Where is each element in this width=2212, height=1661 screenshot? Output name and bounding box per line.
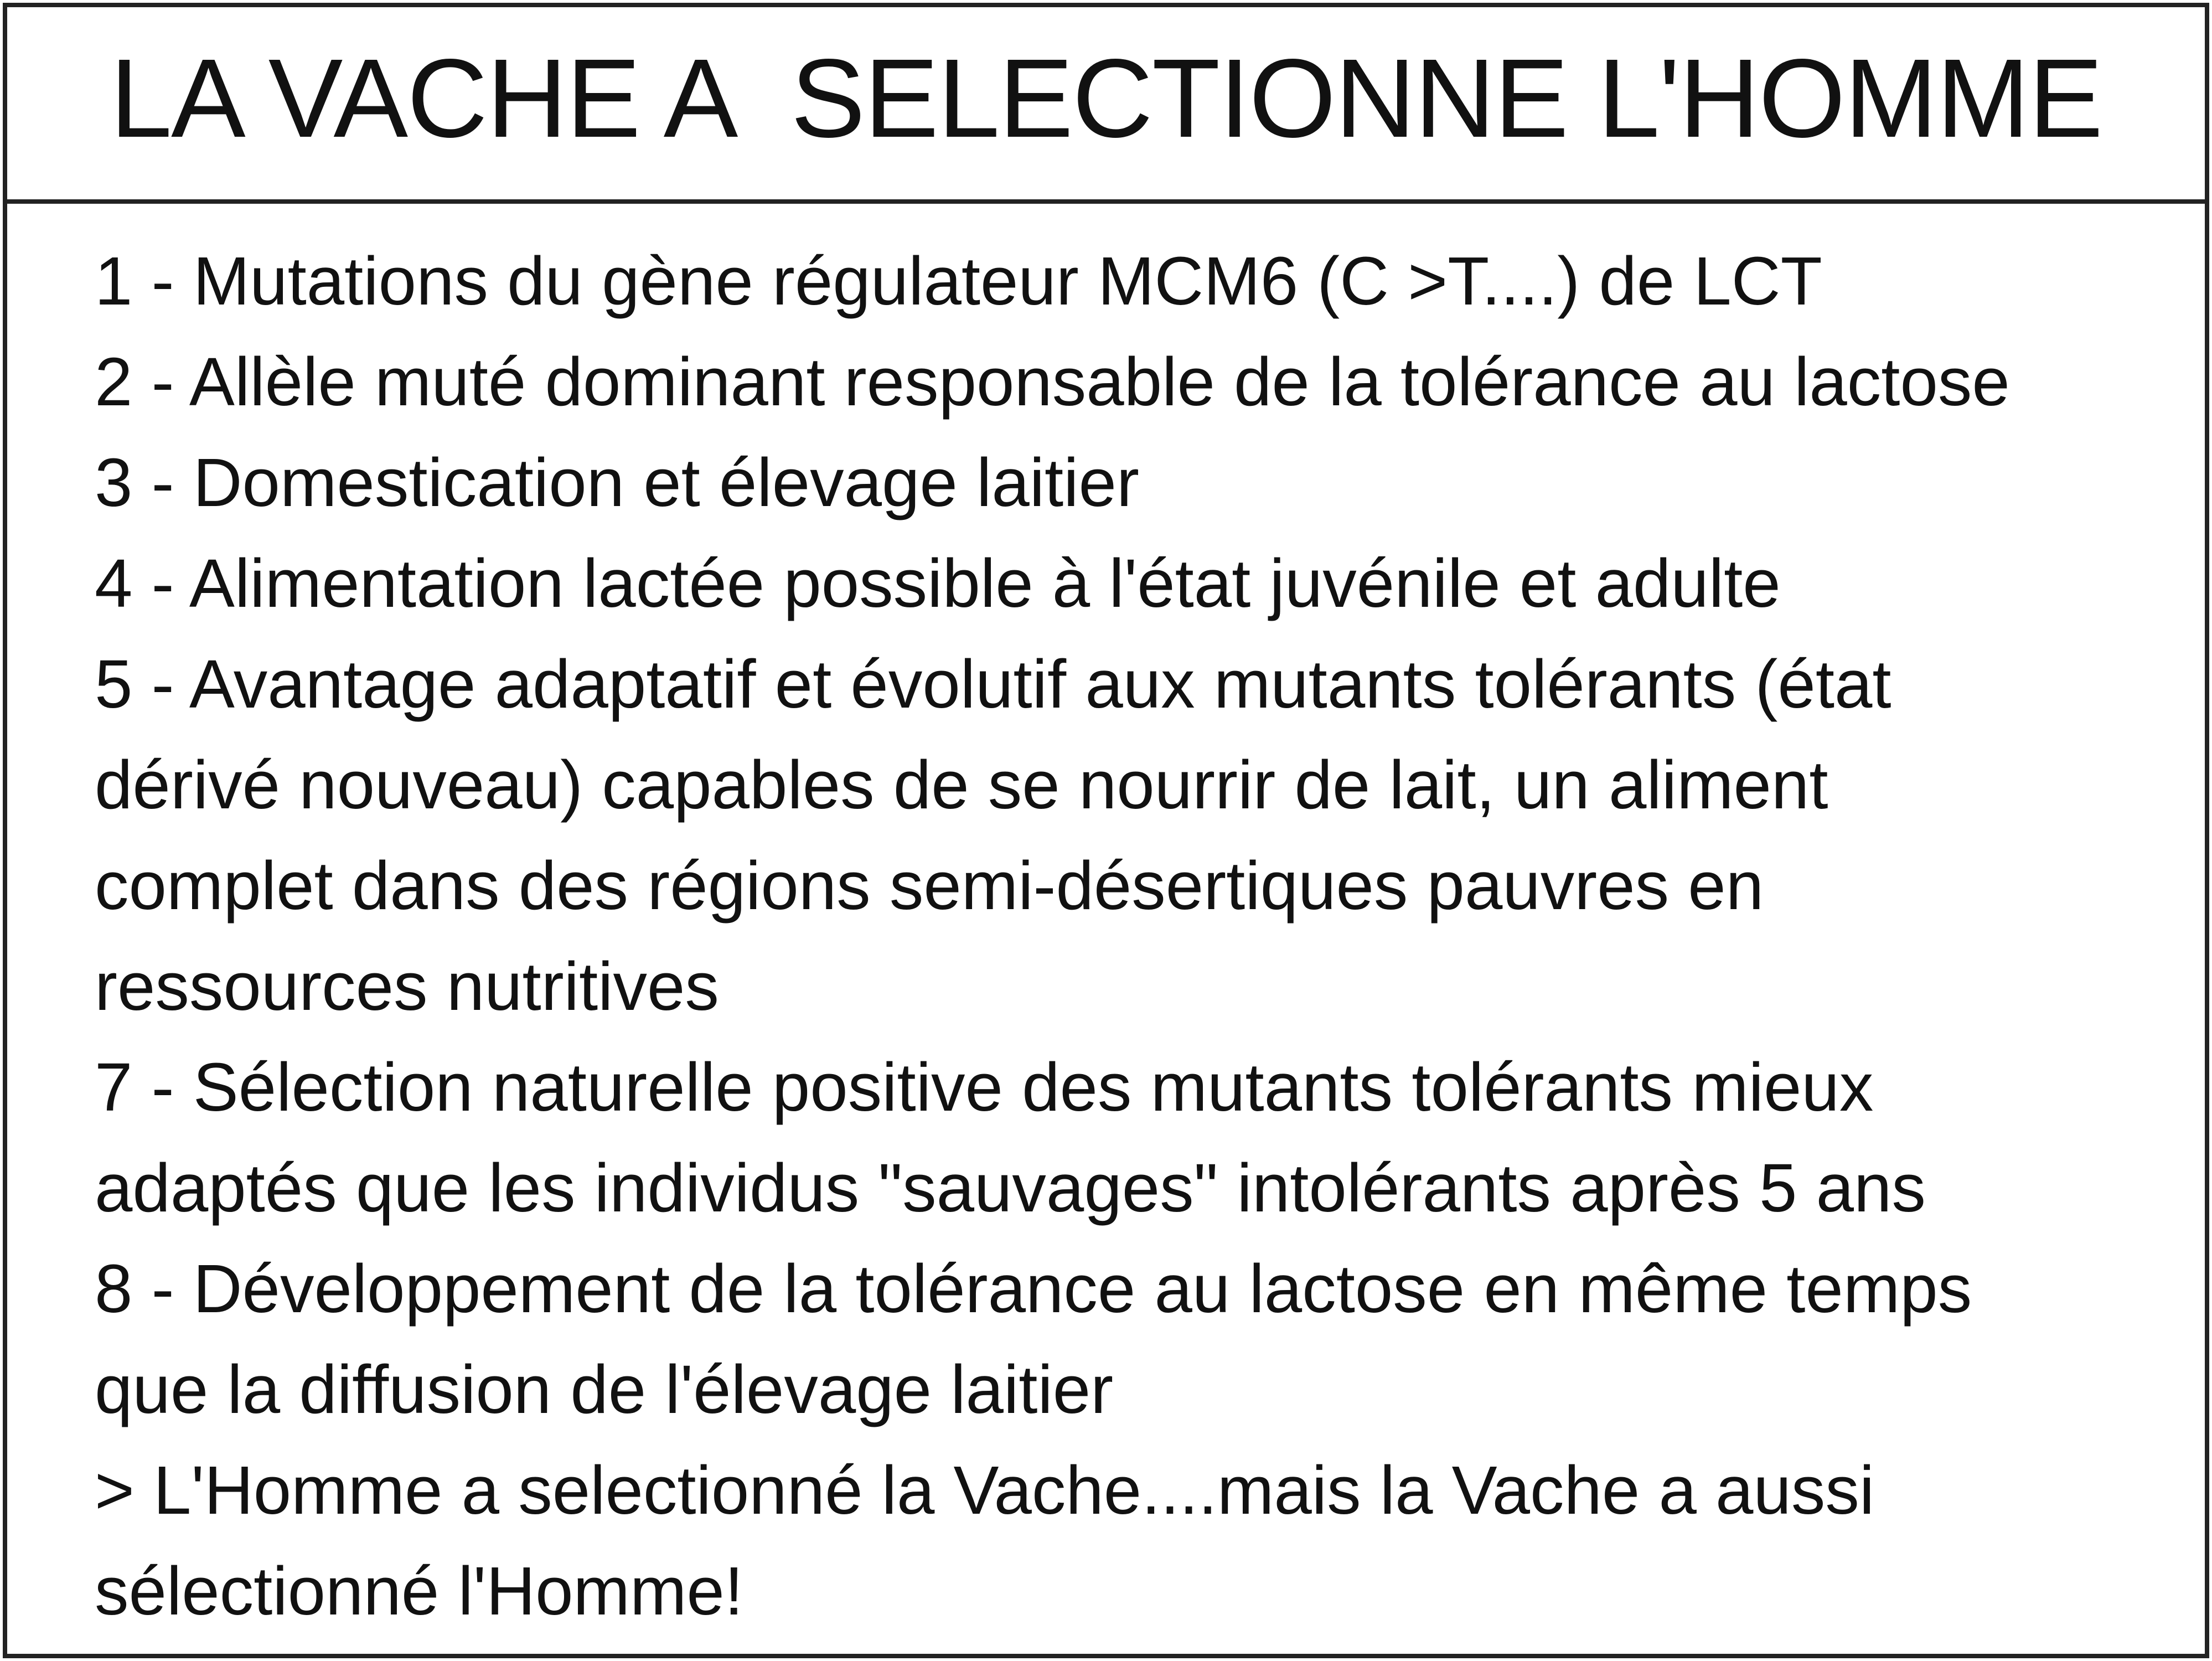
text-line: complet dans des régions semi-désertiques pauvres en [95,848,1764,924]
text-line: dérivé nouveau) capables de se nourrir de lait, un aliment [95,747,1828,823]
text-line: ressources nutritives [95,949,719,1025]
text-line: 7 - Sélection naturelle positive des mutants tolérants mieux [95,1050,1874,1126]
text-line: 2 - Allèle muté dominant responsable de la tolérance au lactose [95,344,2010,420]
title-box [7,7,2205,204]
text-line: 8 - Développement de la tolérance au lactose en même temps [95,1251,1972,1327]
text-line: 1 - Mutations du gène régulateur MCM6 (C >T....) de LCT [95,244,1822,319]
text-line: > L'Homme a selectionné la Vache....mais la Vache a aussi [95,1453,1875,1529]
text-line: adaptés que les individus "sauvages" intolérants après 5 ans [95,1151,1926,1226]
text-body [95,231,2198,1642]
text-line: 3 - Domestication et élevage laitier [95,445,1139,521]
document-frame [3,3,2209,1658]
text-line: que la diffusion de l'élevage laitier [95,1352,1114,1428]
text-line: 5 - Avantage adaptatif et évolutif aux mutants tolérants (état [95,647,1891,723]
text-line: sélectionné l'Homme! [95,1554,743,1629]
page-title: LA VACHE A SELECTIONNE L'HOMME [110,35,2102,161]
text-line: 4 - Alimentation lactée possible à l'état juvénile et adulte [95,546,1781,622]
